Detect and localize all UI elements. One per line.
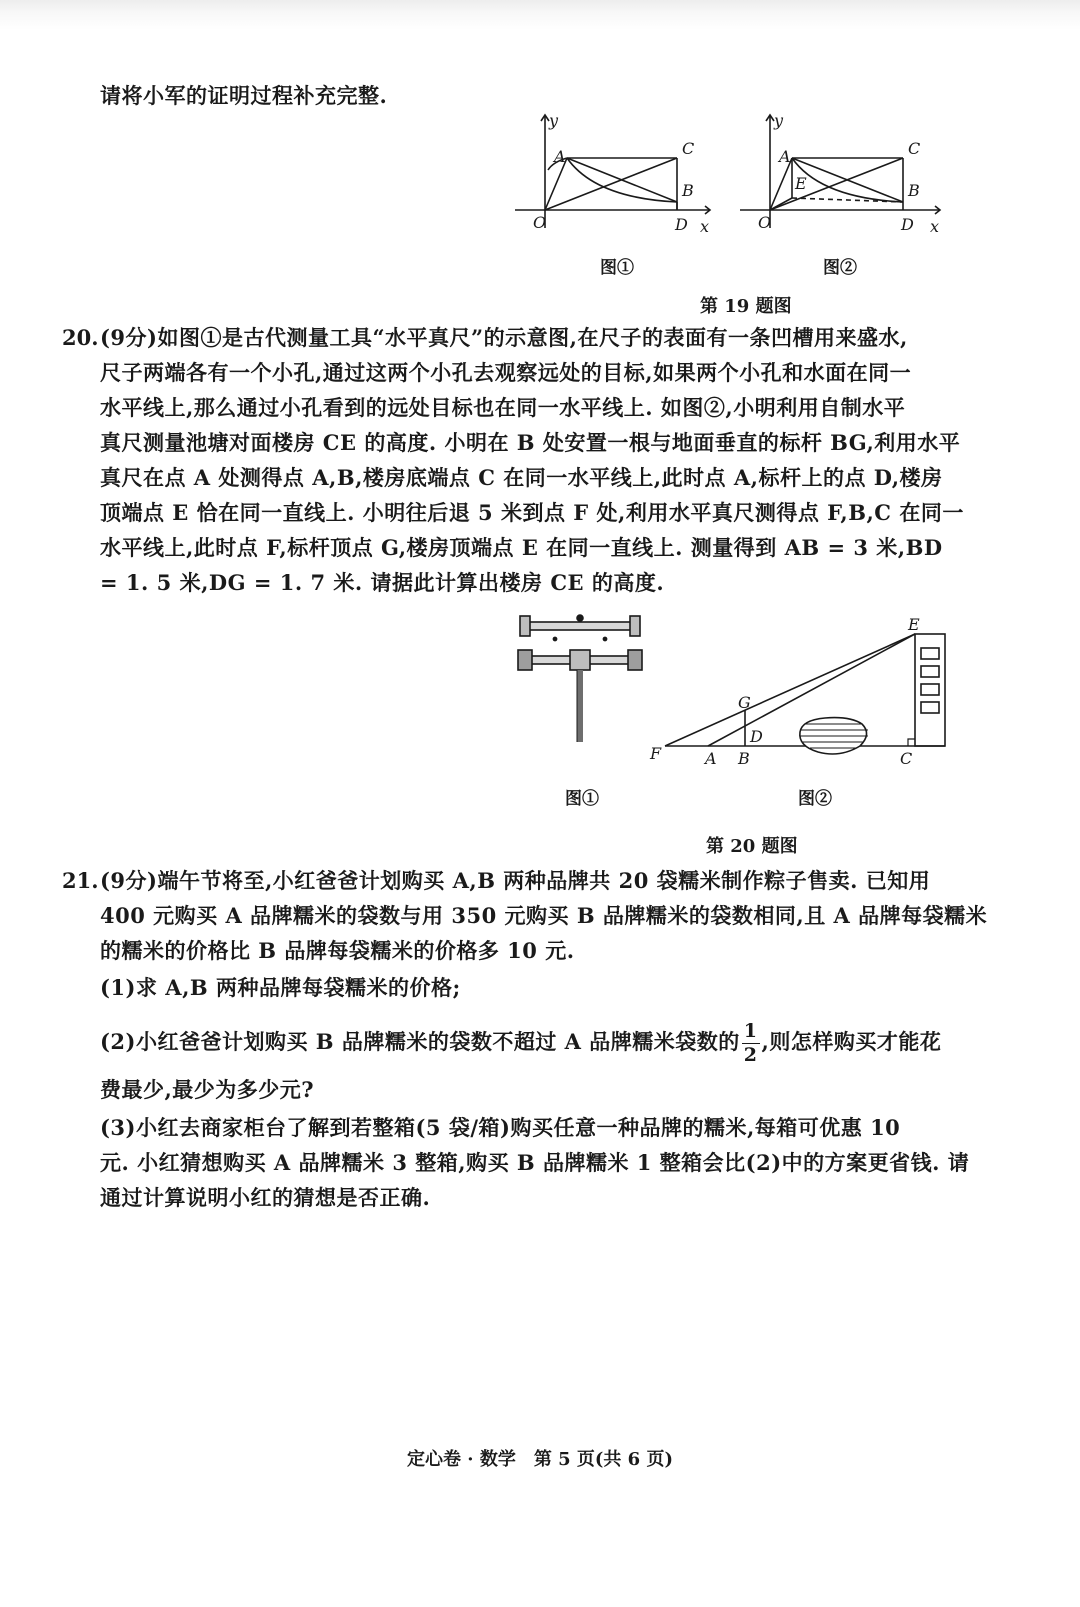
fig20-caption-2: 图② — [798, 789, 832, 809]
fraction-denominator: 2 — [743, 1044, 758, 1066]
q21-line-2: 400 元购买 A 品牌糯米的袋数与用 350 元购买 B 品牌糯米的袋数相同,且 A 品牌每袋糯米 — [100, 903, 988, 928]
fig20-ruler-tool — [518, 615, 642, 742]
q21-part-2-before: (2)小红爸爸计划购买 B 品牌糯米的袋数不超过 A 品牌糯米袋数的 — [100, 1029, 740, 1054]
q20-line-1: (9分)如图①是古代测量工具“水平真尺”的示意图,在尺子的表面有一条凹槽用来盛水, — [100, 325, 908, 350]
fig20-label-f: F — [650, 744, 662, 763]
fig19-caption-2: 图② — [823, 258, 857, 278]
q20-line-2: 尺子两端各有一个小孔,通过这两个小孔去观察远处的目标,如果两个小孔和水面在同一 — [100, 360, 912, 385]
fig19-1-label-c: C — [682, 139, 695, 158]
q21-part-3-line-2: 元. 小红猜想购买 A 品牌糯米 3 整箱,购买 B 品牌糯米 1 整箱会比(2)中的方案更省钱. 请 — [100, 1150, 970, 1175]
fraction-one-half — [742, 1022, 760, 1065]
fig19-2-label-b: B — [908, 181, 920, 200]
top-line: 请将小军的证明过程补充完整. — [100, 83, 388, 108]
q20-number: 20. — [62, 325, 99, 350]
fig19-2-label-x: x — [930, 217, 940, 236]
fig19-1-label-o: O — [533, 213, 547, 232]
fraction-numerator: 1 — [743, 1020, 758, 1042]
figure-19 — [505, 110, 965, 300]
q21-part-2 — [100, 1022, 941, 1065]
fig20-caption: 第 20 题图 — [706, 836, 798, 857]
q21-part-2-after: ,则怎样购买才能花 — [761, 1029, 942, 1054]
fig20-label-e: E — [908, 615, 920, 634]
q21-line-3: 的糯米的价格比 B 品牌每袋糯米的价格多 10 元. — [100, 938, 575, 963]
q21-part-2-line-2: 费最少,最少为多少元? — [100, 1077, 315, 1102]
fig19-1-label-d: D — [675, 215, 688, 234]
fig19-1-label-b: B — [682, 181, 694, 200]
q20-line-6: 顶端点 E 恰在同一直线上. 小明往后退 5 米到点 F 处,利用水平真尺测得点 F,B,C 在同一 — [100, 500, 964, 525]
q20-line-4: 真尺测量池塘对面楼房 CE 的高度. 小明在 B 处安置一根与地面垂直的标杆 BG,利用水平 — [100, 430, 961, 455]
fig19-1-label-a: A — [554, 147, 566, 166]
q21-line-1: (9分)端午节将至,小红爸爸计划购买 A,B 两种品牌共 20 袋糯米制作粽子售卖. 已知用 — [100, 868, 931, 893]
fig20-label-a: A — [705, 749, 717, 768]
fig19-caption-1: 图① — [600, 258, 634, 278]
fig19-1-label-x: x — [700, 217, 710, 236]
fig19-1-label-y: y — [549, 111, 559, 130]
fig19-2-label-e: E — [795, 174, 807, 193]
q21-number: 21. — [62, 868, 99, 893]
fig19-2-label-c: C — [908, 139, 921, 158]
fig20-label-d: D — [750, 727, 763, 746]
fig20-label-c: C — [900, 749, 913, 768]
q20-line-3: 水平线上,那么通过小孔看到的远处目标也在同一水平线上. 如图②,小明利用自制水平 — [100, 395, 906, 420]
fig19-caption: 第 19 题图 — [700, 296, 792, 317]
fig20-geometry — [665, 634, 945, 754]
q20-line-8: = 1. 5 米,DG = 1. 7 米. 请据此计算出楼房 CE 的高度. — [100, 570, 665, 595]
q20-line-7: 水平线上,此时点 F,标杆顶点 G,楼房顶端点 E 在同一直线上. 测量得到 AB = 3 米,BD — [100, 535, 943, 560]
q20-line-5: 真尺在点 A 处测得点 A,B,楼房底端点 C 在同一水平线上,此时点 A,标杆上的点 D,楼房 — [100, 465, 943, 490]
fig19-graph-2 — [740, 115, 940, 228]
fig19-2-label-a: A — [779, 147, 791, 166]
fig20-caption-1: 图① — [565, 789, 599, 809]
fig19-2-label-o: O — [758, 213, 772, 232]
fig20-label-g: G — [738, 693, 751, 712]
q21-part-3-line-1: (3)小红去商家柜台了解到若整箱(5 袋/箱)购买任意一种品牌的糯米,每箱可优惠 10 — [100, 1115, 901, 1140]
fig20-label-b: B — [738, 749, 750, 768]
q21-part-3-line-3: 通过计算说明小红的猜想是否正确. — [100, 1185, 431, 1210]
fig19-graph-1 — [515, 115, 710, 228]
fig19-2-label-d: D — [901, 215, 914, 234]
fig19-2-label-y: y — [774, 111, 784, 130]
q21-part-1: (1)求 A,B 两种品牌每袋糯米的价格; — [100, 975, 461, 1000]
figure-20 — [500, 612, 980, 827]
page-footer: 定心卷 · 数学 第 5 页(共 6 页) — [407, 1449, 673, 1470]
